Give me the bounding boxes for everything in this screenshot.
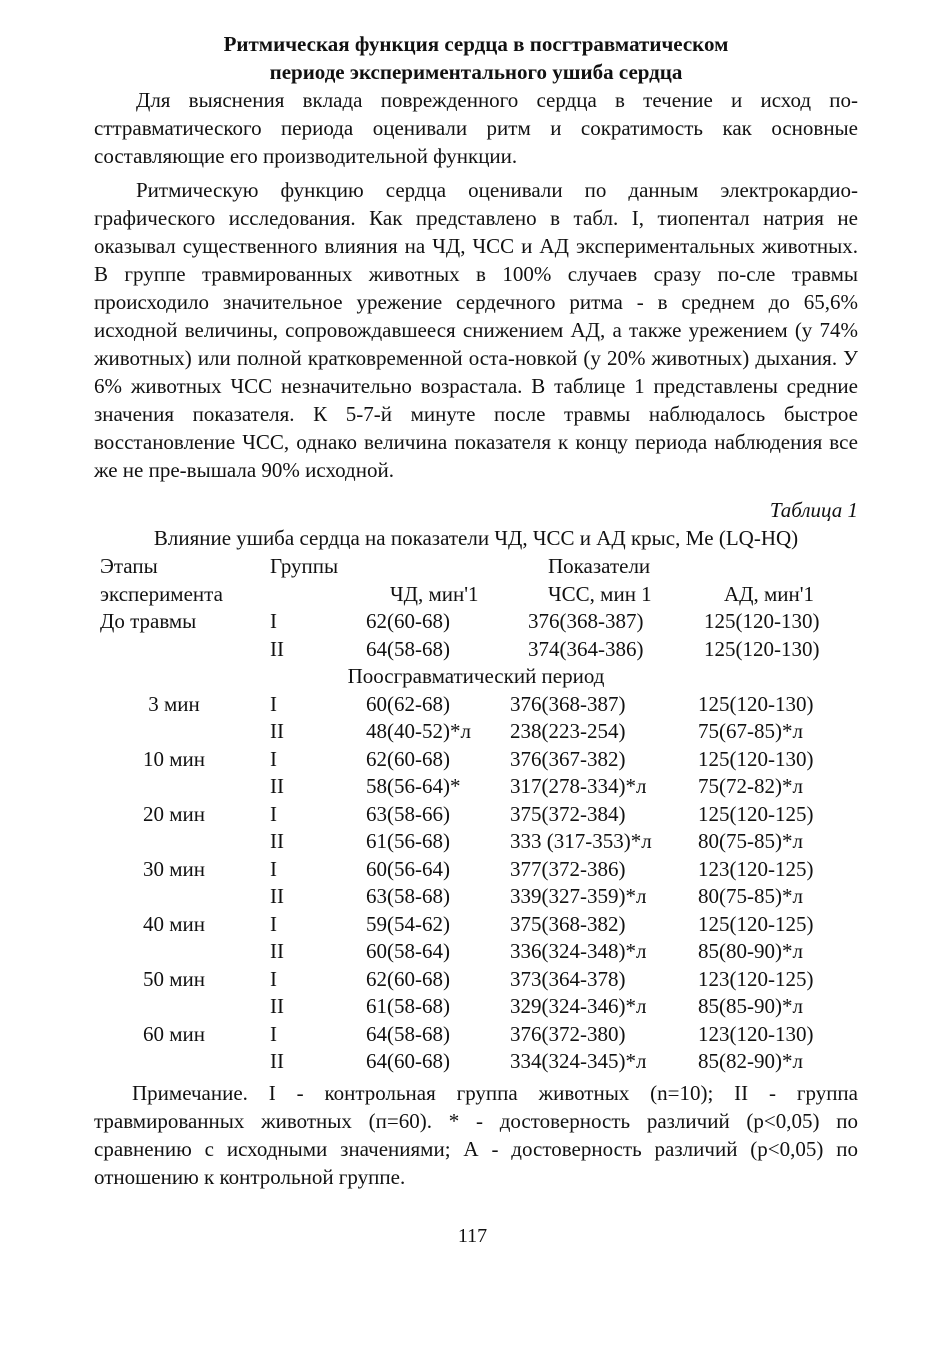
chd-cell: 48(40-52)*л bbox=[366, 719, 471, 743]
chss-cell: 374(364-386) bbox=[528, 636, 644, 661]
ad-cell: 75(72-82)*л bbox=[698, 774, 803, 798]
group-cell: I bbox=[270, 609, 277, 633]
chss-cell: 375(368-382) bbox=[510, 911, 626, 936]
table-row bbox=[94, 882, 858, 910]
stage-cell: 60 мин bbox=[142, 1021, 205, 1046]
group-cell: II bbox=[270, 829, 284, 853]
ad-cell: 123(120-125) bbox=[698, 966, 814, 991]
ad-cell: 80(75-85)*л bbox=[698, 884, 803, 908]
group-cell: II bbox=[270, 1049, 284, 1073]
table-row bbox=[94, 635, 858, 663]
ad-cell: 85(82-90)*л bbox=[698, 1049, 803, 1073]
table-row bbox=[94, 1020, 858, 1048]
chd-cell: 59(54-62) bbox=[366, 911, 450, 936]
stage-cell: 40 мин bbox=[142, 911, 205, 936]
chss-cell: 376(368-387) bbox=[510, 691, 626, 716]
chd-cell: 60(58-64) bbox=[366, 939, 450, 963]
table-row bbox=[94, 690, 858, 718]
title-line-1: Ритмическая функция сердца в посгтравматическом bbox=[223, 32, 729, 56]
table-row bbox=[94, 745, 858, 773]
group-cell: I bbox=[270, 801, 277, 826]
group-cell: I bbox=[270, 856, 277, 881]
table-row bbox=[94, 855, 858, 883]
title-line-2: периоде экспериментального ушиба сердца bbox=[269, 60, 683, 84]
header-stage-line2: эксперимента bbox=[100, 581, 223, 606]
ad-cell: 125(120-125) bbox=[698, 911, 814, 936]
paragraph-intro: Для выяснения вклада поврежденного сердца в течение и исход по-сттравматического периода оценивали ритм и сократимость как основные составляющие его производительной функции. bbox=[94, 88, 858, 168]
chd-cell: 64(58-68) bbox=[366, 1021, 450, 1046]
chd-cell: 62(60-68) bbox=[366, 609, 450, 633]
ad-cell: 85(85-90)*л bbox=[698, 994, 803, 1018]
table-row bbox=[94, 827, 858, 855]
chd-cell: 62(60-68) bbox=[366, 966, 450, 991]
header-ad: АД, мин'1 bbox=[724, 581, 815, 606]
chd-cell: 63(58-66) bbox=[366, 801, 450, 826]
document-page bbox=[94, 30, 858, 1191]
paragraph-rhythm: Ритмическую функцию сердца оценивали по данным электрокардио-графического исследования. Как представлено в табл. I, тиопентал натрия не оказывал существенного влияния на ЧД, ЧСС и АД экспериментальных животных. В группе травмированных животных в 100% случаев сразу по-сле травмы происходило значительное урежение сердечного ритма - в среднем до 65,6% исходной величины, сопровождавшееся снижением АД, а также урежением (у 74% животных) или полной кратковременной оста-новкой (у 20% животных) дыхания. У 6% животных ЧСС незначительно возрастала. В таблице 1 представлены средние значения показателя. К 5-7-й минуте после травмы наблюдалось быстрое восстановление ЧСС, однако величина показателя к концу периода наблюдения все же не пре-вышала 90% исходной. bbox=[94, 178, 858, 482]
table-row bbox=[94, 717, 858, 745]
chss-cell: 238(223-254) bbox=[510, 719, 626, 743]
page-number: 117 bbox=[457, 1225, 488, 1247]
chss-cell: 375(372-384) bbox=[510, 801, 626, 826]
ad-cell: 125(120-130) bbox=[698, 691, 814, 716]
header-stage-line1: Этапы bbox=[100, 554, 158, 578]
header-chd: ЧД, мин'1 bbox=[390, 581, 479, 606]
chss-cell: 334(324-345)*л bbox=[510, 1049, 647, 1073]
chss-cell: 376(372-380) bbox=[510, 1021, 626, 1046]
chd-cell: 62(60-68) bbox=[366, 746, 450, 771]
header-chss: ЧСС, мин 1 bbox=[548, 581, 652, 606]
chss-cell: 339(327-359)*л bbox=[510, 884, 647, 908]
chss-cell: 317(278-334)*л bbox=[510, 774, 647, 798]
stage-cell: До травмы bbox=[100, 609, 197, 633]
chss-cell: 329(324-346)*л bbox=[510, 994, 647, 1018]
table-row bbox=[94, 992, 858, 1020]
chss-cell: 376(367-382) bbox=[510, 746, 626, 771]
ad-cell: 125(120-130) bbox=[704, 609, 820, 633]
group-cell: I bbox=[270, 691, 277, 716]
stage-cell: 20 мин bbox=[142, 801, 205, 826]
table-caption: Влияние ушиба сердца на показатели ЧД, ЧСС и АД крыс, Me (LQ-HQ) bbox=[153, 526, 799, 550]
table-header-row-2 bbox=[94, 580, 858, 608]
stage-cell: 10 мин bbox=[142, 746, 205, 771]
header-indicators: Показатели bbox=[548, 554, 651, 578]
group-cell: II bbox=[270, 636, 284, 661]
chd-cell: 60(62-68) bbox=[366, 691, 450, 716]
ad-cell: 123(120-125) bbox=[698, 856, 814, 881]
table-row bbox=[94, 910, 858, 938]
stage-cell: 3 мин bbox=[148, 691, 200, 716]
chd-cell: 58(56-64)* bbox=[366, 774, 461, 798]
group-cell: II bbox=[270, 719, 284, 743]
group-cell: II bbox=[270, 774, 284, 798]
table-row bbox=[94, 772, 858, 800]
ad-cell: 123(120-130) bbox=[698, 1021, 814, 1046]
stage-cell: 50 мин bbox=[142, 966, 205, 991]
ad-cell: 80(75-85)*л bbox=[698, 829, 803, 853]
table-row bbox=[94, 1047, 858, 1075]
header-group: Группы bbox=[270, 554, 339, 578]
chd-cell: 64(60-68) bbox=[366, 1049, 450, 1073]
group-cell: II bbox=[270, 884, 284, 908]
table-row bbox=[94, 965, 858, 993]
chd-cell: 60(56-64) bbox=[366, 856, 450, 881]
ad-cell: 85(80-90)*л bbox=[698, 939, 803, 963]
chd-cell: 64(58-68) bbox=[366, 636, 450, 661]
stage-rows bbox=[94, 690, 858, 1075]
chss-cell: 376(368-387) bbox=[528, 609, 644, 633]
table-row bbox=[94, 937, 858, 965]
chd-cell: 63(58-68) bbox=[366, 884, 450, 908]
chss-cell: 373(364-378) bbox=[510, 966, 626, 991]
ad-cell: 125(120-130) bbox=[704, 636, 820, 661]
chss-cell: 377(372-386) bbox=[510, 856, 626, 881]
ad-cell: 75(67-85)*л bbox=[698, 719, 803, 743]
stage-cell: 30 мин bbox=[142, 856, 205, 881]
ad-cell: 125(120-125) bbox=[698, 801, 814, 826]
ad-cell: 125(120-130) bbox=[698, 746, 814, 771]
table-header-row-1 bbox=[94, 552, 858, 580]
group-cell: II bbox=[270, 994, 284, 1018]
chss-cell: 333 (317-353)*л bbox=[510, 829, 652, 853]
group-cell: I bbox=[270, 1021, 277, 1046]
group-cell: I bbox=[270, 746, 277, 771]
group-cell: I bbox=[270, 966, 277, 991]
group-cell: I bbox=[270, 911, 277, 936]
period-subheading: Поосгравматический период bbox=[347, 664, 605, 688]
data-table bbox=[94, 552, 858, 1075]
table-row bbox=[94, 800, 858, 828]
chd-cell: 61(58-68) bbox=[366, 994, 450, 1018]
chss-cell: 336(324-348)*л bbox=[510, 939, 647, 963]
chd-cell: 61(56-68) bbox=[366, 829, 450, 853]
group-cell: II bbox=[270, 939, 284, 963]
table-row bbox=[94, 607, 858, 635]
table-note: Примечание. I - контрольная группа животных (n=10); II - группа травмированных животных (п=60). * - достоверность различий (p<0,05) по сравнению с исходными значениями; А - достоверность различий (p<0,05) по отношению к контрольной группе. bbox=[94, 1080, 858, 1189]
table-label: Таблица 1 bbox=[769, 498, 858, 522]
